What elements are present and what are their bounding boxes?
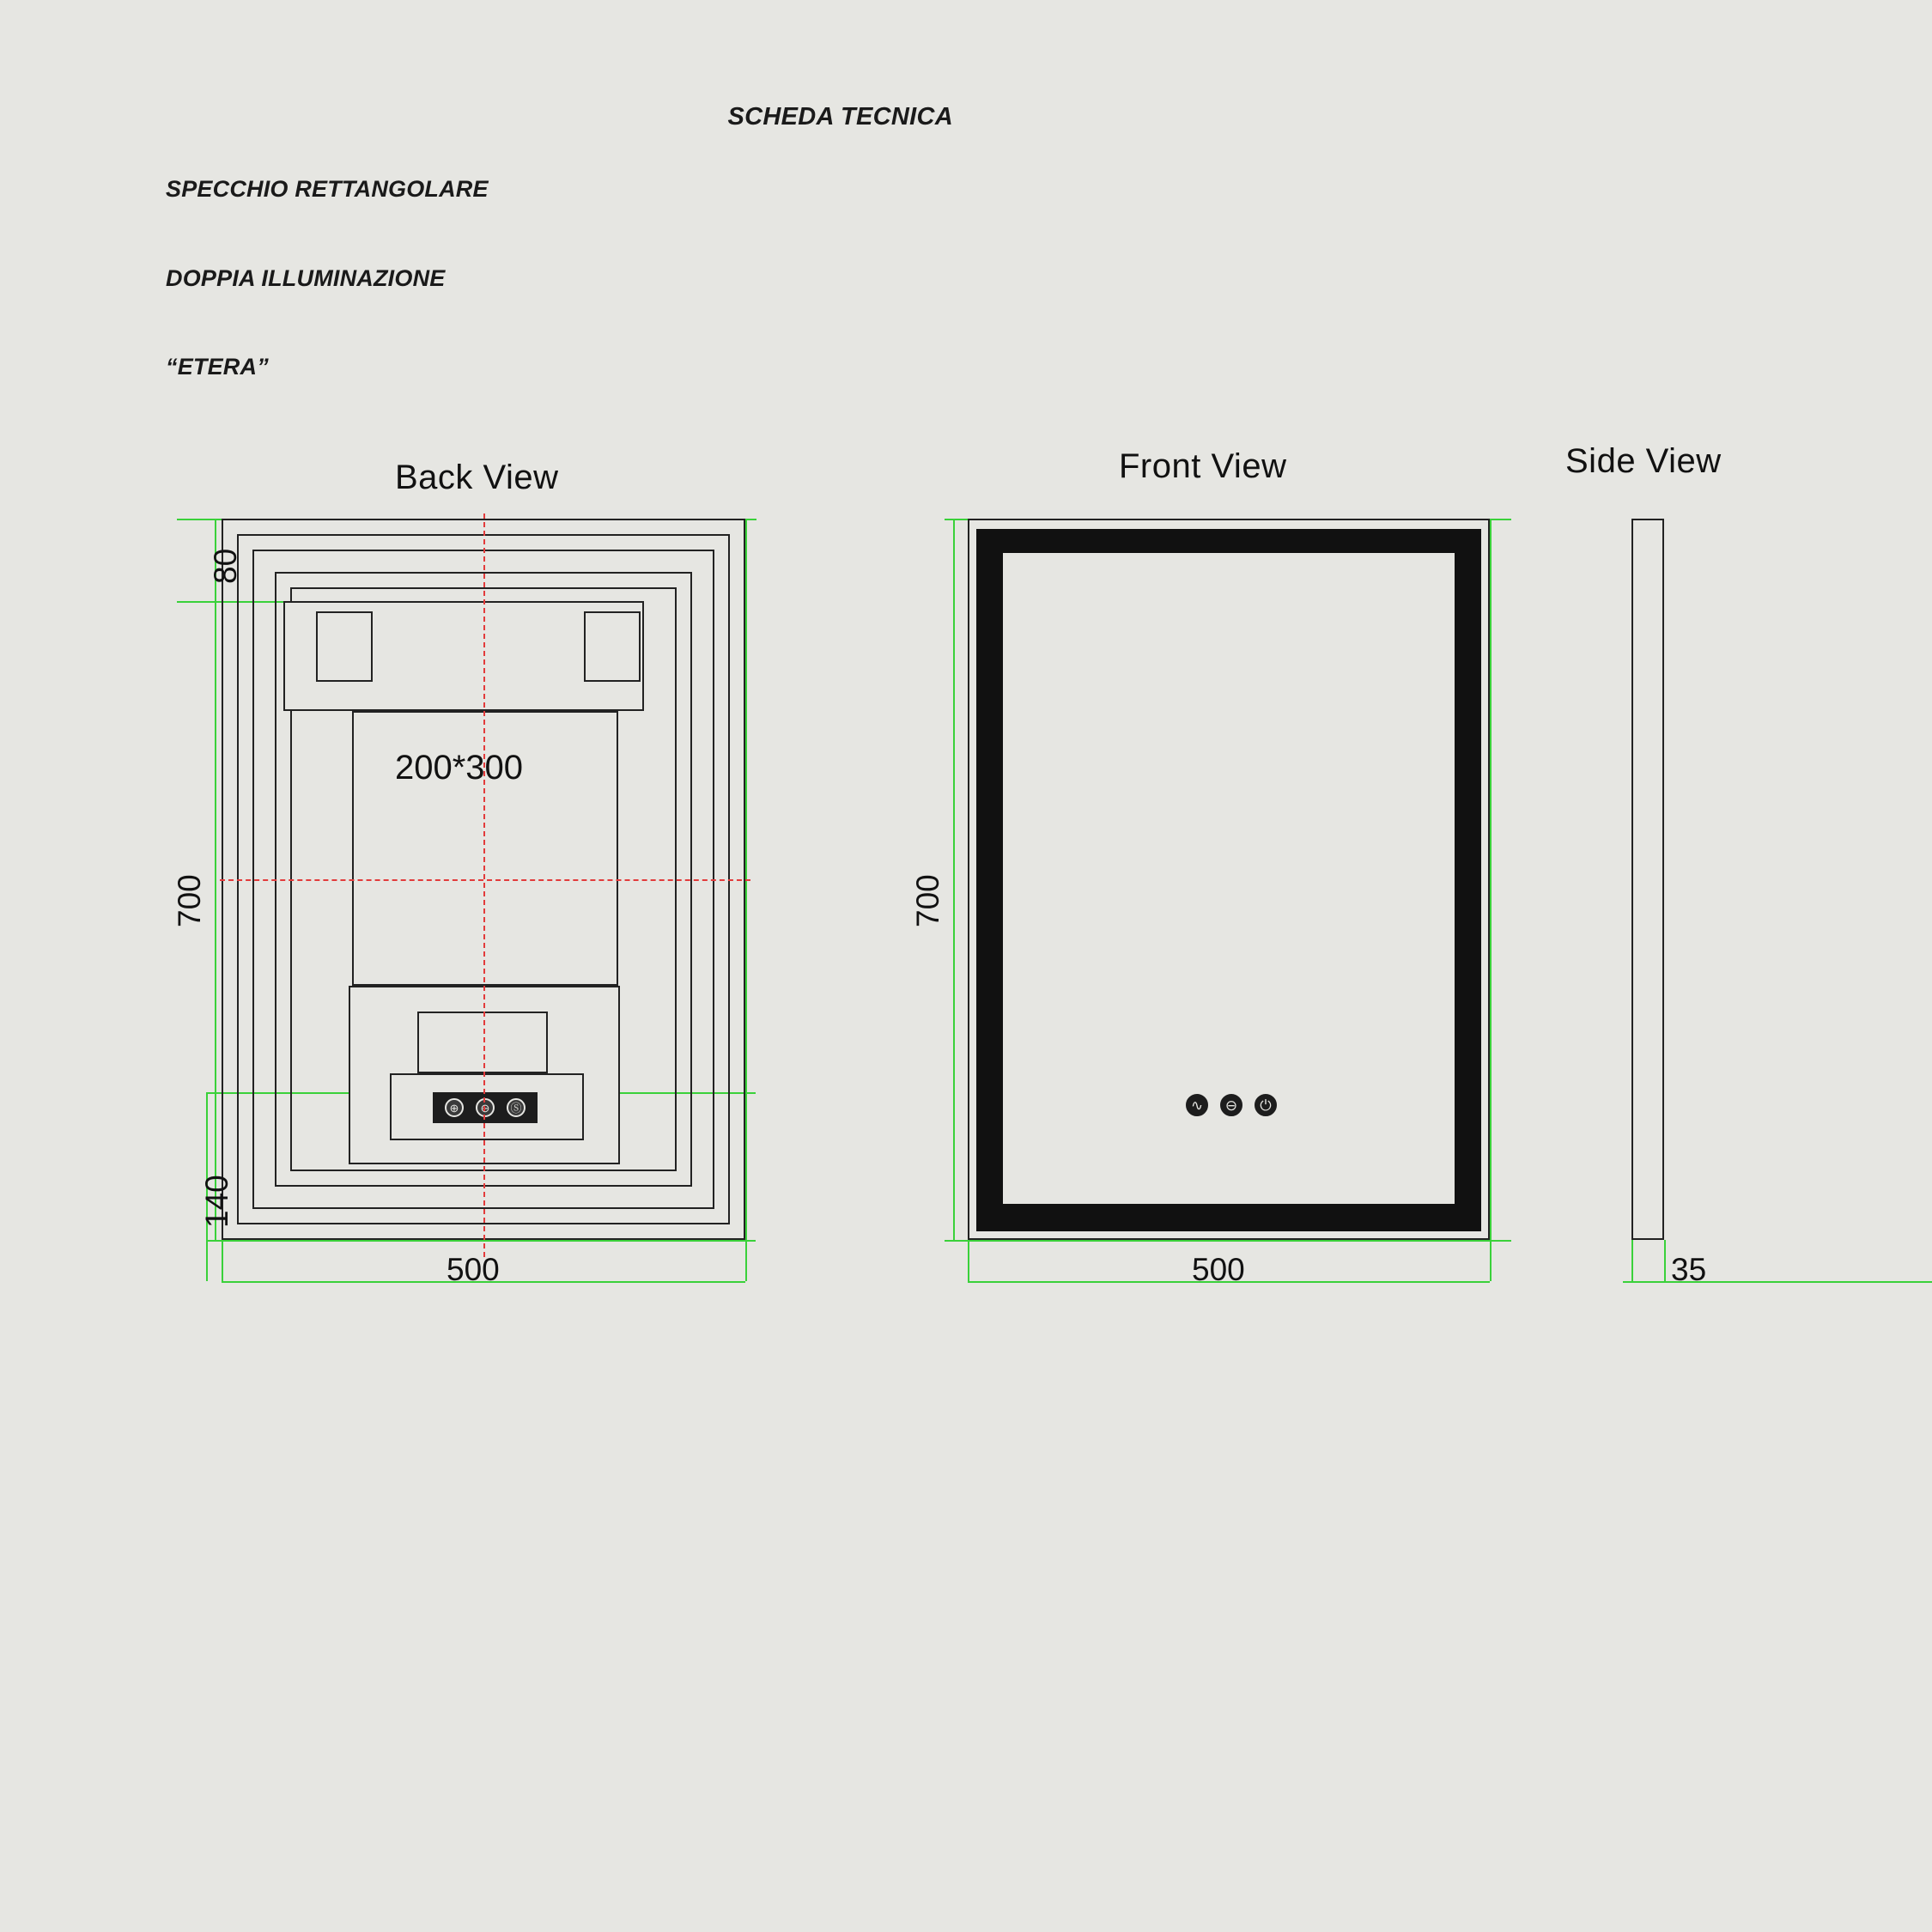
side-depth-dimension-line [1623, 1281, 1932, 1283]
front-bottom-witness-line [945, 1240, 1511, 1242]
defogger-icon: ∿ [1190, 1097, 1204, 1114]
defogger-button[interactable] [1186, 1094, 1208, 1116]
back-dim-140: 140 [199, 1175, 234, 1228]
product-title-line-2: DOPPIA ILLUMINAZIONE [166, 264, 446, 291]
back-plate-size-label: 200*300 [395, 749, 524, 787]
back-bracket-right [584, 611, 641, 682]
dimmer-button[interactable] [1220, 1094, 1242, 1116]
side-view-label: Side View [1565, 442, 1722, 480]
back-vertical-centerline [483, 513, 485, 1257]
front-view-label: Front View [1119, 447, 1287, 485]
power-icon: ⏻ [1260, 1097, 1272, 1114]
back-driver-inner [417, 1012, 548, 1073]
side-dim-35: 35 [1671, 1252, 1707, 1287]
front-dim-500: 500 [1192, 1252, 1245, 1287]
product-title-block [166, 115, 489, 441]
power-button[interactable] [1255, 1094, 1277, 1116]
back-bracket-left [316, 611, 373, 682]
front-dim-700: 700 [910, 874, 945, 927]
side-right-witness-line [1664, 1240, 1666, 1281]
back-right-witness-line [745, 519, 747, 1281]
back-horizontal-centerline [220, 879, 750, 881]
back-dim-500: 500 [447, 1252, 500, 1287]
side-left-witness-line [1631, 1240, 1633, 1281]
front-left-witness-line [968, 1240, 969, 1281]
dimmer-icon: ⊖ [1224, 1097, 1238, 1114]
product-title-line-3: “ETERA” [166, 354, 269, 380]
document-type-label: SCHEDA TECNICA [727, 103, 953, 131]
front-right-witness-line [1490, 519, 1492, 1281]
back-dim-80: 80 [208, 548, 243, 584]
back-left-witness-line [222, 1240, 223, 1281]
product-title-line-1: SPECCHIO RETTANGOLARE [166, 176, 489, 203]
front-height-dimension-line [953, 519, 955, 1240]
back-dim-700: 700 [172, 874, 207, 927]
front-touch-control-row[interactable] [1186, 1094, 1277, 1116]
back-view-label: Back View [395, 459, 559, 496]
side-body-outline [1631, 519, 1664, 1240]
back-connector-block [433, 1092, 538, 1123]
back-bottom-witness-line [206, 1240, 756, 1242]
connector-terminal-3: Ⓢ [507, 1098, 526, 1117]
back-height-dimension-line [215, 519, 216, 1240]
connector-terminal-1: ⊕ [445, 1098, 464, 1117]
connector-terminal-2: ⊖ [476, 1098, 495, 1117]
